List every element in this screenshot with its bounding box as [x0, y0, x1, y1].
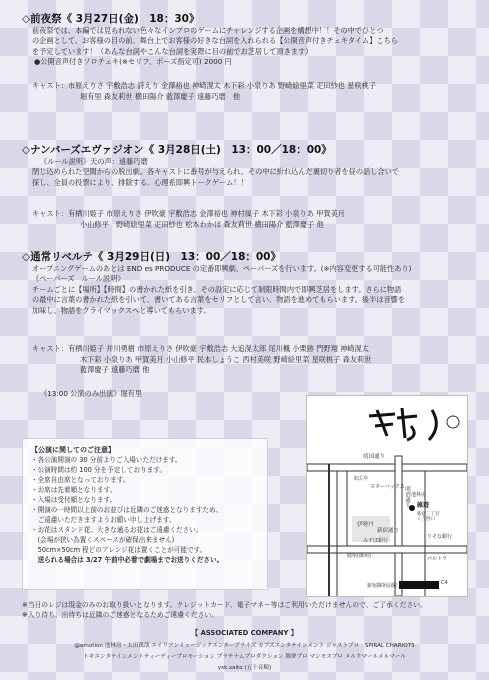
- map-label-zatsuyu: 雑遊: [417, 502, 430, 509]
- company-line: @emotion 池林房・太田萬哉 エイリアンミュージックエンタープライズ カブズエンタテインメント ジャストプロ SPIRAL CHARIOTS: [74, 643, 415, 649]
- cast-line: 木下彩 小泉りあ 甲賀美月 小山修平 民本しょうこ 西村美咲 野崎絵里菜 星咲桃子 森友莉世: [80, 354, 372, 364]
- notice-item: ・各公演開演の 30 分前よりご入場いただけます。: [31, 456, 182, 464]
- map-label-fusou: 膝宿(御苑): [347, 553, 371, 559]
- section-heading-numbers: ◇ナンバーズエヴァジオン《 3月28日(土) 13：00／18：00》: [22, 144, 332, 156]
- text-line: の最中に言葉の書かれた紙を引いて、書いてある言葉をセリフとして言い、物語を進めてもらいます。後半は音響を: [32, 295, 406, 305]
- section-body-numbers: [32, 157, 400, 188]
- text-line: の企画として、お客様の目の前、舞台上でお客様の好きな台詞を入れられる【公開音声付きチェキタイム】こちら: [32, 36, 398, 46]
- section-body-eve: [32, 26, 398, 68]
- text-line: 前夜祭では、本編では見られない色々なインプロのゲームにチャレンジする企画を構想中！！その中でひとつ: [32, 26, 384, 35]
- section-body-liberte: [32, 264, 411, 316]
- cast-line: 小山修平 野崎絵里菜 疋田紗也 松本わかは 森友莉世 横田陽介 藍澤慶子 他: [80, 219, 324, 229]
- map-label-suehiro: 末広亭: [353, 476, 369, 482]
- section-heading-eve: ◇前夜祭《 3月27日(金) 18：30》: [22, 13, 200, 25]
- cast-note: 《13:00 公演のみ出演》堀有里: [40, 389, 143, 398]
- text-line: 閉じ込められた空間からの脱出劇。各キャストに番号が与えられ、その中に紛れ込んだ裏切り者を昼の話し合いで: [32, 167, 400, 177]
- map-label-meiji: 明治通り: [404, 486, 410, 508]
- section-heading-liberte: ◇通常リベルテ《 3月29日(日) 13：00／18：00》: [22, 251, 281, 263]
- notice-item: ・全席自由席となっております。: [31, 476, 130, 484]
- map-label-zatsuyu-addr: 新宿三丁目 くう西口: [417, 512, 440, 522]
- notice-box: [22, 438, 268, 590]
- map-label-shinjuku-dori: 新宿通り: [377, 528, 400, 534]
- notice-title: 【公演に関してのご注意】: [31, 446, 115, 454]
- text-line: ●公開音声付きソロチェキ(※セリフ、ポーズ指定可) 2000 円: [34, 57, 232, 67]
- footnotes: [22, 600, 427, 621]
- map-label-isetan: 伊勢丹: [357, 522, 374, 528]
- company-title: 【 ASSOCIATED COMPANY 】: [191, 629, 298, 637]
- text-line: 探し、全員の投票により、排除する。心理系即興トークゲーム！！: [32, 177, 248, 187]
- text-line: チームごとに【場所】【時間】の書かれた紙を引き、その設定に応じて制限時間内で即興芝居をします。さらに物語: [32, 284, 402, 294]
- company-line: ysk.saito (五十音順): [217, 665, 272, 671]
- text-line: を予定しています！（あんな台詞やこんな台詞を実際に目の前でお芝居して頂きます）: [32, 46, 313, 56]
- map-label-station: 新宿御苑前駅: [367, 583, 398, 589]
- cast-line: 藍澤慶子 遠藤巧磨 他: [80, 365, 150, 375]
- notice-item: ・お花はスタンド花、大きな通るお花はご遠慮ください。: [31, 526, 203, 534]
- map-label-mizuho: みずほ銀行: [363, 538, 389, 544]
- text-line: 加味し、物語をクライマックスへと導いてもらいます。: [32, 305, 211, 315]
- cast-line: 堀有里 森友莉世 横田陽介 藍澤慶子 遠藤巧磨 他: [80, 91, 241, 101]
- text-line: オープニングゲームのあとは END es PRODUCE の定番即興劇、ペーパーズを行います。(※内容変更する可能性あり): [32, 264, 412, 273]
- cast-list-numbers: [32, 209, 345, 230]
- notice-item: 50cm×50cm 程どのアレンジ花は置くことが可能です。: [31, 546, 207, 554]
- notice-item: ・開演の一時間以上前のお並びは近隣のご迷惑となりますため、: [31, 506, 222, 514]
- text-line: 《ルール説明》天の声：遠藤巧磨: [40, 157, 148, 166]
- map-logo: [367, 400, 457, 448]
- map-label-resona: りそな銀行: [427, 534, 453, 540]
- map-label-parle: パルトラ: [427, 556, 448, 562]
- map-label-ikebayashi: 池林房: [411, 492, 427, 498]
- venue-map: [306, 395, 468, 597]
- footnote: ※当日のレジは現金のみのお取り扱いとなります。クレジットカード、電子マネー等はご利用いただけませんので、ご了承ください。: [22, 601, 427, 609]
- cast-line: キャスト：有栖川姫子 井川勇樹 市原えりさ 伊吹豪 宇敷浩志 大追滉太郎 尾川楓 小栗跡 門野翔 神崎滉太: [32, 344, 369, 353]
- text-line: 《ペーパーズ ルール説明》: [32, 274, 125, 284]
- notice-item: ・お席は先着順となります。: [31, 486, 117, 494]
- company-line: トキエンタテインメントティーディープロモーション プラチナムプロダクション 舞夢プロ マンモスプロ メルクマールメルマール: [83, 654, 406, 660]
- notice-item: (会場が狭い為置くスペースが確保出来ません): [31, 536, 175, 544]
- cast-line: キャスト：市原えりさ 宇敷浩志 詩えり 金澤裕也 神崎滉太 木下彩 小泉りあ 野崎絵里菜 疋田紗也 星咲桃子: [32, 81, 377, 90]
- notice-item: ・公演時間は約 100 分を予定しております。: [31, 466, 166, 474]
- map-label-starbucks: スターバックス: [370, 484, 405, 490]
- notice-item: ご遠慮いただきますようお願い申し上げます。: [31, 516, 176, 524]
- footnote: ※入り待ち、出待ちは近隣のご迷惑となるためご遠慮ください。: [22, 611, 219, 620]
- map-label-yasukuni: 靖国通り: [363, 454, 386, 460]
- map-label-exit: C4: [441, 580, 448, 586]
- notice-item: 送られる場合は 3/27 午前中必着で劇場までお送りください。: [31, 556, 224, 564]
- cast-list-eve: [32, 81, 376, 102]
- notice-item: ・入場は受付順となります。: [31, 496, 117, 504]
- cast-list-liberte: [32, 344, 371, 376]
- cast-line: キャスト：有栖川姫子 市原えりさ 伊吹豪 宇敷浩志 金澤裕也 神村風子 木下彩 小泉りあ 甲賀美月: [32, 209, 345, 218]
